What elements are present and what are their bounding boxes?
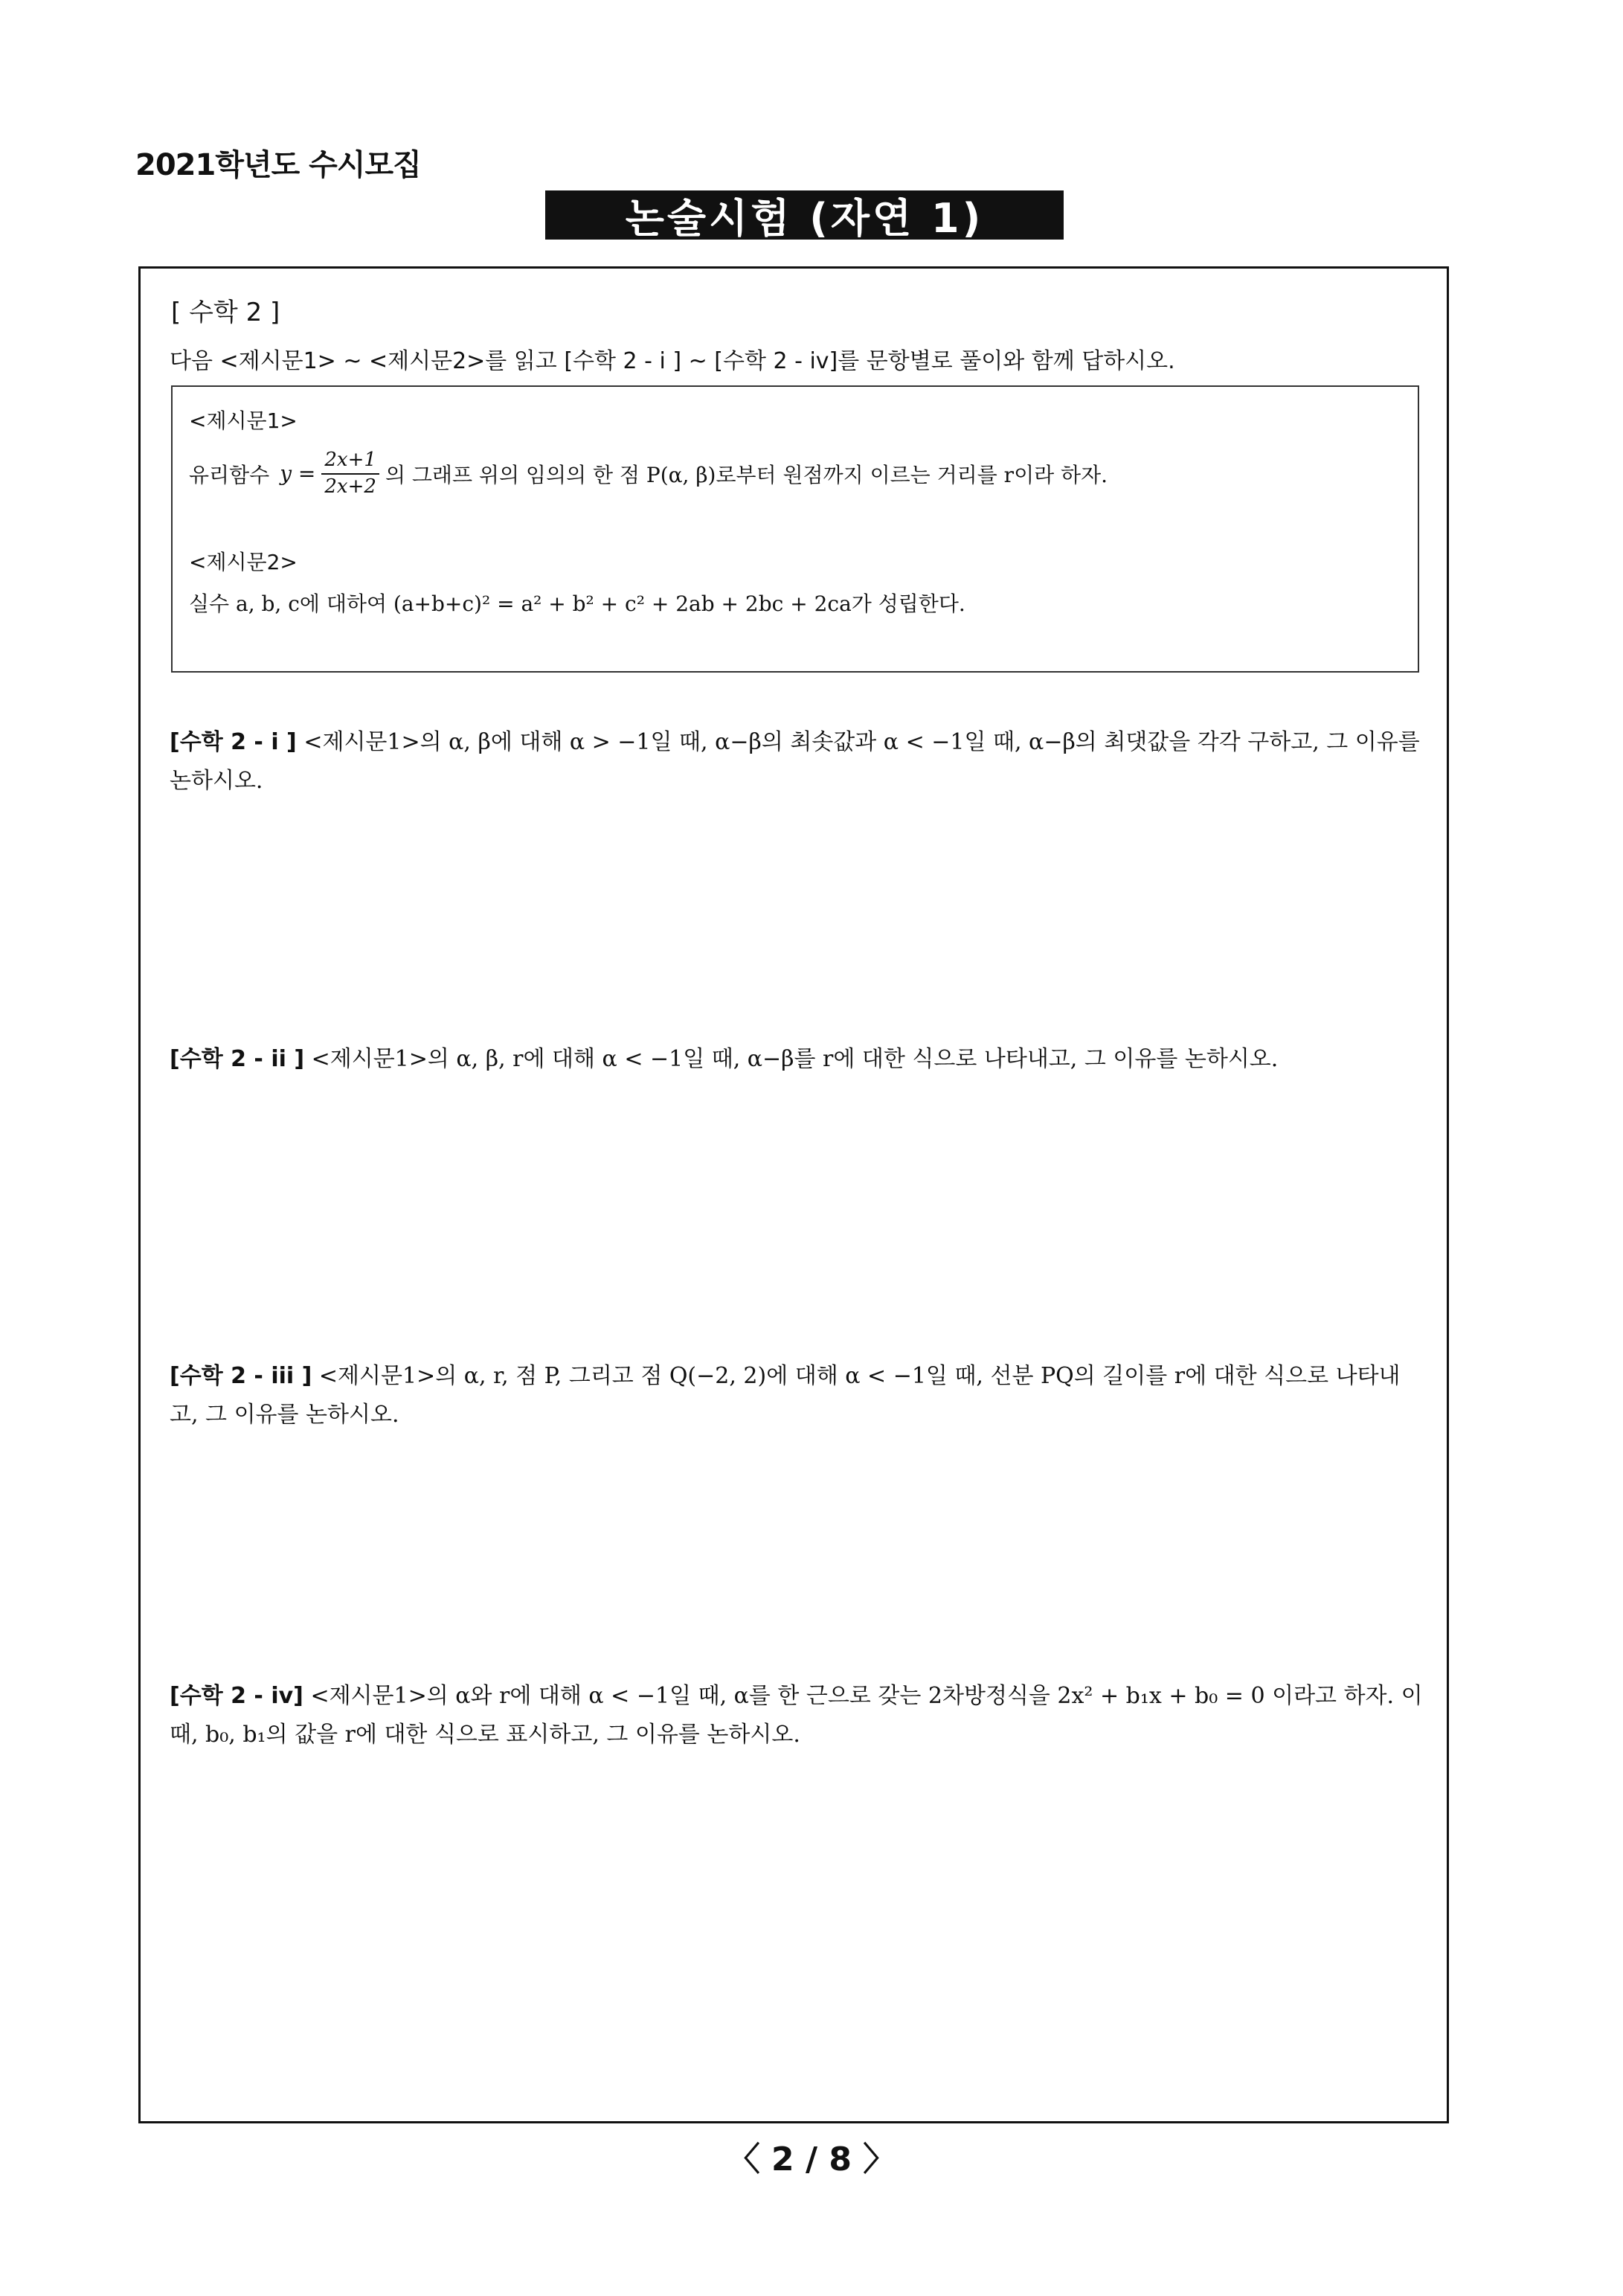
- page-number: 〈 2 / 8 〉: [727, 2141, 896, 2178]
- exam-title-banner: [545, 190, 1064, 240]
- question-text: <제시문1>의 α, r, 점 P, 그리고 점 Q(−2, 2)에 대해 α < −1일 때, 선분 PQ의 길이를 r에 대한 식으로 나타내고, 그 이유를 논하시오.: [170, 1363, 1401, 1428]
- passage-1-title: <제시문1>: [189, 408, 298, 433]
- passage-1-suffix: 의 그래프 위의 임의의 한 점 P(α, β)로부터 원점까지 이르는 거리를 r이라 하자.: [385, 462, 1108, 487]
- fraction-denominator: 2x+2: [324, 475, 376, 498]
- question-label: [수학 2 - iii ]: [170, 1363, 312, 1389]
- question-2-ii: [170, 1040, 1427, 1079]
- passage-2-title: <제시문2>: [189, 550, 298, 574]
- question-label: [수학 2 - i ]: [170, 729, 297, 755]
- question-label: [수학 2 - iv]: [170, 1683, 303, 1709]
- section-instruction: 다음 <제시문1> ~ <제시문2>를 읽고 [수학 2 - i ] ~ [수학 2 - iv]를 문항별로 풀이와 함께 답하시오.: [170, 348, 1175, 374]
- passage-1-prefix: 유리함수: [189, 462, 270, 487]
- question-2-iv: [170, 1677, 1427, 1754]
- passage-1-y-eq: y =: [280, 461, 316, 487]
- rational-function-fraction: [321, 449, 379, 498]
- question-text: <제시문1>의 α와 r에 대해 α < −1일 때, α를 한 근으로 갖는 2차방정식을 2x² + b₁x + b₀ = 0 이라고 하자. 이 때, b₀, b₁의 값을 r에 대한 식으로 표시하고, 그 이유를 논하시오.: [170, 1683, 1423, 1748]
- section-label: [ 수학 2 ]: [171, 298, 280, 327]
- exam-title: 논술시험 (자연 1): [625, 194, 984, 242]
- question-label: [수학 2 - ii ]: [170, 1046, 305, 1072]
- fraction-numerator: 2x+1: [321, 449, 379, 475]
- question-text: <제시문1>의 α, β, r에 대해 α < −1일 때, α−β를 r에 대한 식으로 나타내고, 그 이유를 논하시오.: [311, 1046, 1279, 1072]
- passage-1-text: [189, 449, 1108, 498]
- passage-2-text: 실수 a, b, c에 대하여 (a+b+c)² = a² + b² + c² + 2ab + 2bc + 2ca가 성립한다.: [189, 591, 965, 616]
- question-text: <제시문1>의 α, β에 대해 α > −1일 때, α−β의 최솟값과 α < −1일 때, α−β의 최댓값을 각각 구하고, 그 이유를 논하시오.: [170, 729, 1420, 794]
- passage-box: [171, 385, 1419, 673]
- question-2-iii: [170, 1357, 1427, 1434]
- exam-year-title: 2021학년도 수시모집: [135, 148, 421, 182]
- question-2-i: [170, 723, 1427, 801]
